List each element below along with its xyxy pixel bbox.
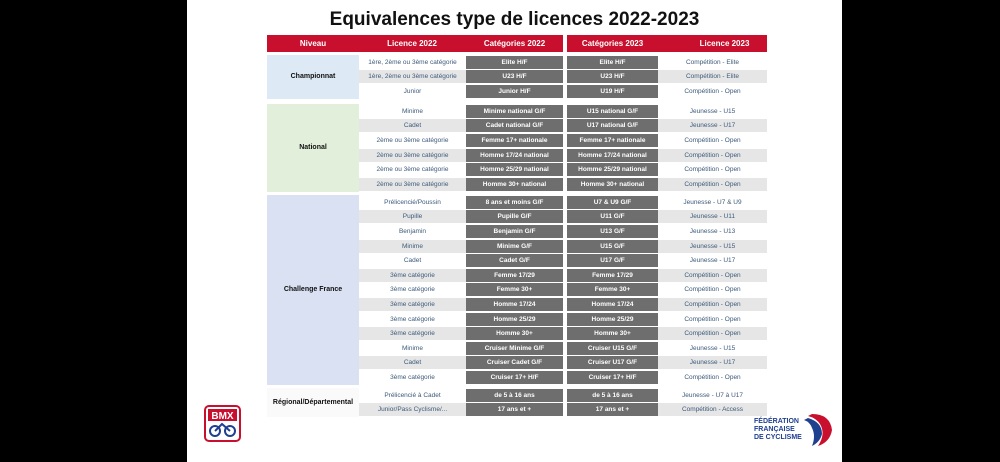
- header-bar-2022: [267, 35, 563, 52]
- categorie-2022-cell: Homme 17/24: [466, 298, 563, 311]
- bmx-logo-text: BMX: [211, 411, 234, 422]
- categorie-2022-cell: Cruiser Minime G/F: [466, 342, 563, 355]
- categorie-2023-cell: Femme 17+ nationale: [567, 134, 658, 147]
- licence-2023-cell: Compétition - Open: [658, 269, 767, 282]
- licence-2023-cell: Jeunesse - U17: [658, 119, 767, 132]
- categorie-2022-cell: U23 H/F: [466, 70, 563, 83]
- table-row: [187, 254, 842, 267]
- licence-2023-cell: Jeunesse - U7 & U9: [683, 198, 742, 206]
- header-niveau: Niveau: [299, 39, 327, 48]
- table-row: [187, 327, 842, 340]
- licence-2023-cell: Compétition - Open: [684, 137, 741, 144]
- categorie-2023-cell: U15 national G/F: [567, 105, 658, 118]
- table-row: [187, 56, 842, 69]
- table-row: [187, 313, 842, 326]
- categorie-2023-cell: U17 G/F: [567, 254, 658, 267]
- licence-2022-cell: Junior: [403, 88, 422, 95]
- licence-2022-cell: 3ème catégorie: [390, 315, 435, 323]
- licence-2022-cell: Prélicencié/Poussin: [384, 198, 441, 206]
- licence-2022-cell: Pupille: [359, 210, 466, 223]
- licence-2022-cell: 3ème catégorie: [390, 286, 435, 294]
- ffc-logo: [752, 412, 834, 448]
- categorie-2023-cell: Cruiser 17+ H/F: [567, 371, 658, 384]
- categorie-2023-cell: U11 G/F: [567, 210, 658, 223]
- licence-2022-cell: Prélicencié à Cadet: [384, 391, 441, 399]
- licence-2023-cell: Compétition - Elite: [685, 58, 740, 66]
- licence-2023-cell: Compétition - Access: [658, 403, 767, 416]
- categorie-2022-cell: Femme 17/29: [466, 269, 563, 282]
- categorie-2023-cell: Femme 30+: [567, 283, 658, 296]
- categorie-2023-cell: 17 ans et +: [567, 403, 658, 416]
- header-licence-2023: Licence 2023: [699, 39, 750, 48]
- licence-2022-cell: 3ème catégorie: [390, 374, 435, 381]
- categorie-2023-cell: U7 & U9 G/F: [567, 196, 658, 209]
- licence-2022-cell: Junior/Pass Cyclisme/...: [359, 403, 466, 416]
- categorie-2022-cell: Benjamin G/F: [466, 225, 563, 238]
- table-row: [187, 225, 842, 238]
- bmx-logo: [204, 405, 241, 442]
- licence-2023-cell: Jeunesse - U15: [689, 344, 736, 352]
- categorie-2023-cell: U17 national G/F: [567, 119, 658, 132]
- table-row: [187, 105, 842, 118]
- categorie-2023-cell: U19 H/F: [567, 85, 658, 98]
- categorie-2023-cell: Elite H/F: [567, 56, 658, 69]
- licence-2023-cell: Jeunesse - U15: [658, 240, 767, 253]
- table-row: [187, 163, 842, 176]
- table-row: [187, 269, 842, 282]
- categorie-2022-cell: Cadet national G/F: [466, 119, 563, 132]
- table-row: [187, 240, 842, 253]
- categorie-2023-cell: Femme 17/29: [567, 269, 658, 282]
- categorie-2023-cell: Cruiser U17 G/F: [567, 356, 658, 369]
- categorie-2022-cell: Minime G/F: [466, 240, 563, 253]
- licence-2022-cell: Cadet: [359, 356, 466, 369]
- categorie-2022-cell: 17 ans et +: [466, 403, 563, 416]
- licence-2023-cell: Jeunesse - U11: [658, 210, 767, 223]
- categorie-2022-cell: Femme 30+: [466, 283, 563, 296]
- table-row: [187, 70, 842, 83]
- categorie-2023-cell: U15 G/F: [567, 240, 658, 253]
- licence-2022-cell: 2ème ou 3ème catégorie: [376, 137, 449, 144]
- header-categories-2022: Catégories 2022: [483, 39, 546, 48]
- table-row: [187, 196, 842, 209]
- table-row: [187, 210, 842, 223]
- header-licence-2022: Licence 2022: [387, 39, 437, 48]
- licence-2023-cell: Jeunesse - U15: [689, 107, 736, 115]
- categorie-2022-cell: Cruiser Cadet G/F: [466, 356, 563, 369]
- categorie-2022-cell: 8 ans et moins G/F: [466, 196, 563, 209]
- header-bar-2023: [567, 35, 767, 52]
- table-row: [187, 149, 842, 162]
- categorie-2023-cell: Homme 25/29: [567, 313, 658, 326]
- level-label: Challenge France: [267, 195, 359, 385]
- categorie-2022-cell: Pupille G/F: [466, 210, 563, 223]
- licence-2022-cell: 1ère, 2ème ou 3ème catégorie: [359, 70, 466, 83]
- categorie-2022-cell: Elite H/F: [466, 56, 563, 69]
- categorie-2022-cell: de 5 à 16 ans: [466, 389, 563, 402]
- licence-2023-cell: Compétition - Open: [658, 178, 767, 191]
- categorie-2023-cell: U23 H/F: [567, 70, 658, 83]
- ffc-text-2: FRANÇAISE: [754, 426, 795, 433]
- table-row: [187, 178, 842, 191]
- ffc-text-3: DE CYCLISME: [754, 434, 802, 441]
- licence-2023-cell: Compétition - Open: [684, 166, 741, 174]
- licence-2023-cell: Compétition - Open: [684, 374, 741, 381]
- licence-2022-cell: Cadet: [403, 257, 422, 265]
- licence-2022-cell: 2ème ou 3ème catégorie: [359, 178, 466, 191]
- categorie-2022-cell: Homme 25/29: [466, 313, 563, 326]
- categorie-2022-cell: Cruiser 17+ H/F: [466, 371, 563, 384]
- licence-2023-cell: Compétition - Elite: [658, 70, 767, 83]
- slide: [187, 0, 842, 462]
- table-row: [187, 356, 842, 369]
- categorie-2022-cell: Homme 25/29 national: [466, 163, 563, 176]
- licence-2023-cell: Compétition - Open: [658, 298, 767, 311]
- licence-2023-cell: Jeunesse - U17: [658, 356, 767, 369]
- ffc-text-1: FÉDÉRATION: [754, 418, 799, 425]
- licence-2022-cell: 3ème catégorie: [359, 269, 466, 282]
- categorie-2022-cell: Junior H/F: [466, 85, 563, 98]
- licence-2023-cell: Compétition - Open: [684, 315, 741, 323]
- licence-2023-cell: Compétition - Open: [658, 149, 767, 162]
- categorie-2023-cell: Cruiser U15 G/F: [567, 342, 658, 355]
- categorie-2023-cell: Homme 17/24 national: [567, 149, 658, 162]
- table-row: [187, 298, 842, 311]
- table-row: [187, 371, 842, 384]
- licence-2022-cell: 2ème ou 3ème catégorie: [376, 166, 449, 174]
- page-title: Equivalences type de licences 2022-2023: [329, 9, 700, 30]
- level-label: National: [267, 104, 359, 192]
- header-categories-2023: Catégories 2023: [581, 39, 644, 48]
- licence-2023-cell: Jeunesse - U13: [689, 228, 736, 235]
- categorie-2023-cell: Homme 17/24: [567, 298, 658, 311]
- table-row: [187, 85, 842, 98]
- licence-2022-cell: Minime: [402, 344, 423, 352]
- licence-2023-cell: Jeunesse - U17: [689, 257, 736, 265]
- categorie-2022-cell: Homme 30+ national: [466, 178, 563, 191]
- table-row: [187, 134, 842, 147]
- categorie-2022-cell: Homme 17/24 national: [466, 149, 563, 162]
- categorie-2023-cell: U13 G/F: [567, 225, 658, 238]
- licence-2022-cell: 3ème catégorie: [359, 298, 466, 311]
- licence-2023-cell: Compétition - Open: [684, 286, 741, 294]
- licence-2022-cell: Minime: [402, 107, 423, 115]
- table-row: [187, 119, 842, 132]
- licence-2022-cell: Benjamin: [398, 228, 427, 235]
- categorie-2023-cell: Homme 30+: [567, 327, 658, 340]
- categorie-2023-cell: Homme 25/29 national: [567, 163, 658, 176]
- licence-2023-cell: Compétition - Open: [658, 327, 767, 340]
- licence-2022-cell: Minime: [359, 240, 466, 253]
- licence-2023-cell: Jeunesse - U7 à U17: [681, 391, 744, 399]
- table-row: [187, 283, 842, 296]
- table-row: [187, 403, 842, 416]
- categorie-2022-cell: Femme 17+ nationale: [466, 134, 563, 147]
- categorie-2022-cell: Cadet G/F: [466, 254, 563, 267]
- licence-2022-cell: 3ème catégorie: [359, 327, 466, 340]
- licence-2022-cell: 1ère, 2ème ou 3ème catégorie: [368, 58, 457, 66]
- level-label: Championnat: [267, 55, 359, 99]
- licence-2022-cell: 2ème ou 3ème catégorie: [359, 149, 466, 162]
- level-label: Régional/Départemental: [267, 388, 359, 417]
- categorie-2022-cell: Homme 30+: [466, 327, 563, 340]
- categorie-2022-cell: Minime national G/F: [466, 105, 563, 118]
- licence-2023-cell: Compétition - Open: [684, 88, 741, 95]
- licence-2022-cell: Cadet: [359, 119, 466, 132]
- table-row: [187, 389, 842, 402]
- categorie-2023-cell: Homme 30+ national: [567, 178, 658, 191]
- categorie-2023-cell: de 5 à 16 ans: [567, 389, 658, 402]
- table-row: [187, 342, 842, 355]
